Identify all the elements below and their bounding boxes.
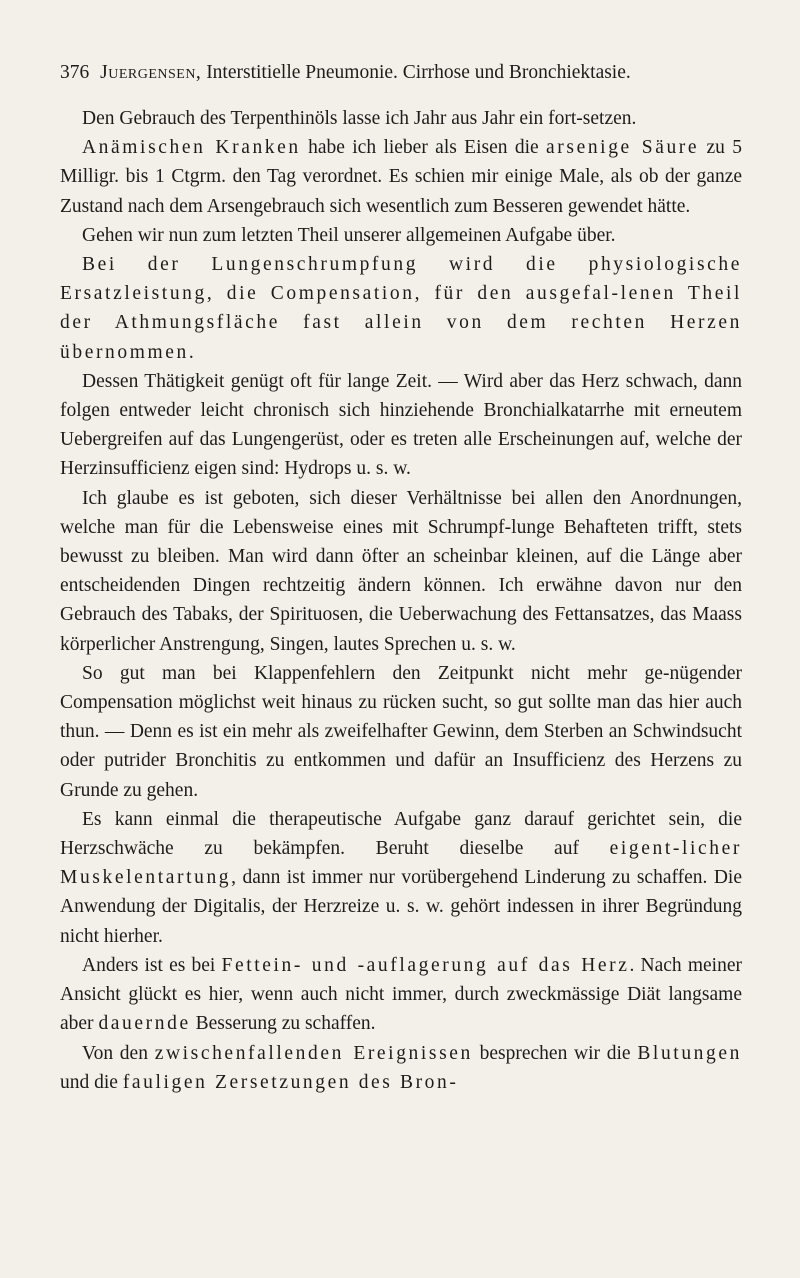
text-run: Anders ist es bei	[82, 954, 222, 976]
text-run: Ich glaube es ist geboten, sich dieser Verhältnisse bei allen den Anordnungen, welche man für die Lebensweise eines mit Schrumpf-lunge Behafteten trifft, stets bewusst zu bleiben. Man wird dann öfter an scheinbar kleinen, auf die Länge aber entscheidenden Dingen rechtzeitig ändern können. Ich erwähne davon nur den Gebrauch des Tabaks, der Spirituosen, die Ueberwachung des Fettansatzes, das Maass körperlicher Anstrengung, Singen, lautes Sprechen u. s. w.	[60, 487, 742, 655]
header-author: Juergensen,	[100, 62, 202, 83]
paragraph	[60, 805, 742, 951]
paragraph	[60, 104, 742, 133]
text-run: besprechen wir die	[472, 1042, 638, 1064]
spaced-emphasis: Blutungen	[637, 1042, 742, 1064]
text-run: Besserung zu schaffen.	[190, 1013, 376, 1035]
text-run: So gut man bei Klappenfehlern den Zeitpunkt nicht mehr ge-nügender Compensation möglichst weit hinaus zu rücken sucht, so gut sollte man das hier auch thun. — Denn es ist ein mehr als zweifelhafter Gewinn, dem Sterben an Schwindsucht oder putrider Bronchitis zu entkommen und dafür an Insufficienz des Herzens zu Grunde zu gehen.	[60, 662, 742, 801]
spaced-emphasis: dauernde	[98, 1013, 191, 1035]
text-run: Den Gebrauch des Terpenthinöls lasse ich Jahr aus Jahr ein fort-setzen.	[82, 108, 637, 129]
paragraph	[60, 951, 742, 1039]
body-text	[60, 104, 742, 1097]
text-run: Es kann einmal die therapeutische Aufgabe ganz darauf gerichtet sein, die Herzschwäche zu bekämpfen. Beruht dieselbe auf	[60, 808, 742, 860]
spaced-emphasis: zwischenfallenden Ereignissen	[154, 1042, 473, 1064]
paragraph	[60, 367, 742, 484]
running-header	[60, 60, 750, 86]
paragraph	[60, 250, 742, 367]
paragraph	[60, 1039, 742, 1097]
text-run: , dann ist immer nur vorübergehend Linderung zu schaffen. Die Anwendung der Digitalis, der Herzreize u. s. w. gehört indessen in ihrer Begründung nicht hierher.	[60, 867, 742, 947]
paragraph	[60, 484, 742, 659]
text-run: . Nach meiner Ansicht glückt es hier, wenn auch nicht immer, durch zweckmässige Diät langsame aber	[60, 954, 742, 1035]
text-run: zu 5 Milligr. bis 1 Ctgrm. den Tag verordnet. Es schien mir einige Male, als ob der ganze Zustand nach dem Arsengebrauch sich wesentlich zum Besseren gewendet hätte.	[60, 137, 743, 217]
text-run: Dessen Thätigkeit genügt oft für lange Zeit. — Wird aber das Herz schwach, dann folgen entweder leicht chronisch sich hinziehende Bronchialkatarrhe mit erneutem Uebergreifen auf das Lungengerüst, oder es treten alle Erscheinungen auf, welche der Herzinsufficienz eigen sind: Hydrops u. s. w.	[60, 370, 742, 480]
spaced-emphasis: Bei der Lungenschrumpfung wird die physiologische Ersatzleistung, die Compensation, für den ausgefal-lenen Theil der Athmungsfläche fast allein von dem rechten Herzen übernommen.	[60, 254, 742, 363]
spaced-emphasis: eigent-licher Muskelentartung	[60, 838, 742, 889]
spaced-emphasis: arsenige Säure	[546, 137, 700, 159]
spaced-emphasis: fauligen Zersetzungen des Bron-	[122, 1071, 459, 1093]
paragraph	[60, 659, 742, 805]
text-run: und die	[60, 1071, 123, 1093]
text-run: Gehen wir nun zum letzten Theil unserer allgemeinen Aufgabe über.	[82, 224, 616, 246]
paragraph	[60, 221, 742, 250]
spaced-emphasis: Anämischen Kranken	[82, 137, 301, 159]
paragraph	[60, 133, 742, 221]
spaced-emphasis: Fettein- und -auflagerung auf das Herz	[221, 954, 630, 976]
header-title: Interstitielle Pneumonie. Cirrhose und Bronchiektasie.	[206, 62, 631, 83]
text-run: Von den	[82, 1042, 155, 1064]
page-number: 376	[60, 62, 90, 83]
text-run: habe ich lieber als Eisen die	[300, 137, 547, 159]
